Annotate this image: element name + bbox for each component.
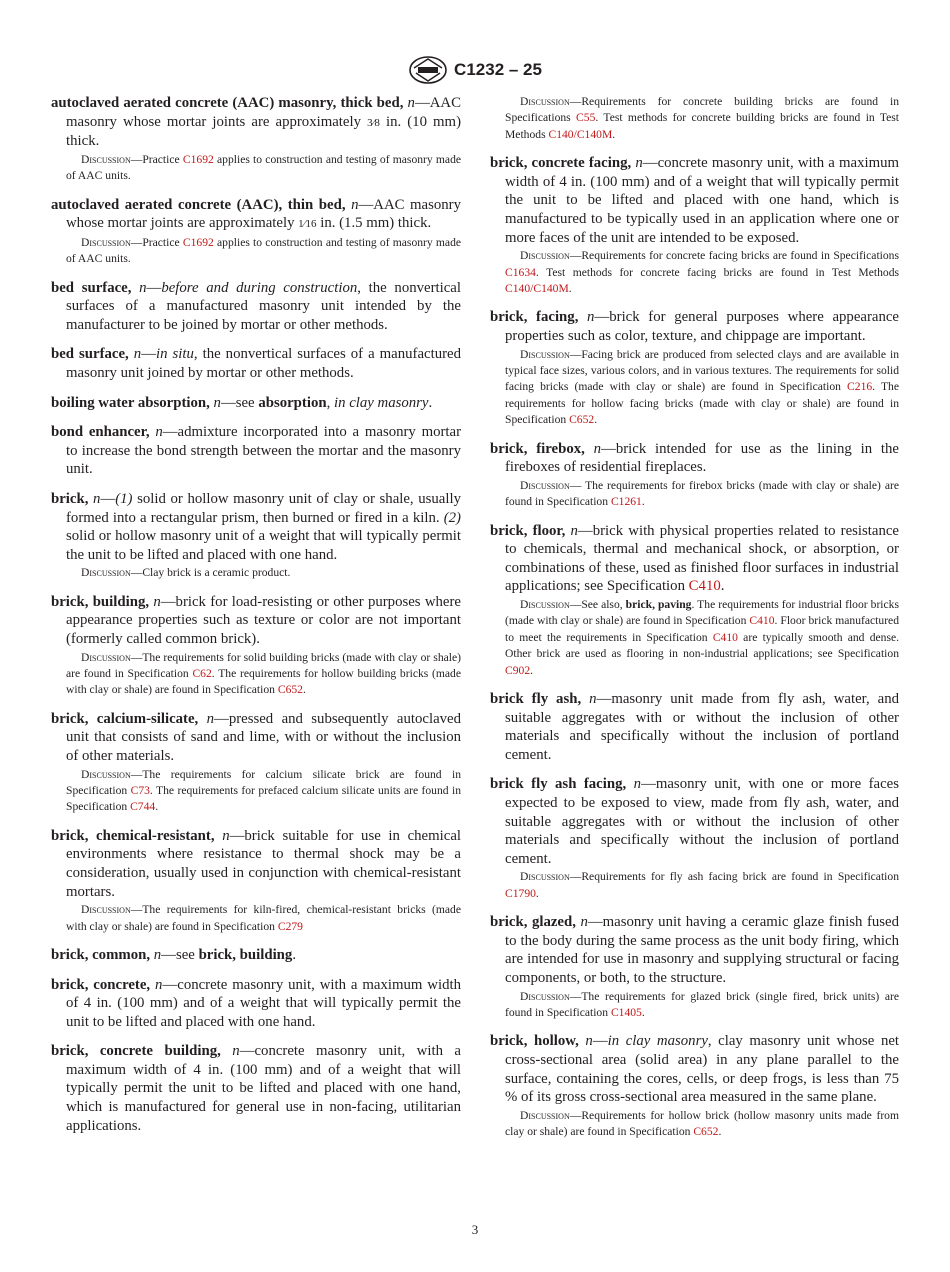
term: boiling water absorption, [51,394,210,411]
term: brick, chemical-resistant, [51,827,215,844]
standard-reference-link[interactable]: C1405 [610,1005,642,1019]
glossary-entry [490,1032,899,1140]
standard-reference-link[interactable]: C410 [749,614,775,628]
discussion-note: Discussion—Requirements for hollow brick (hollow masonry units made from clay or shale) are found in Specification C652. [505,1108,899,1139]
glossary-entry [51,1042,461,1135]
definition: brick, concrete building, n—concrete masonry unit, with a maximum width of 4 in. (100 mm) and of a weight that will typically permit the unit to be lifted and placed with one hand, which is manufactured for general use in non-facing, utilitarian applications. [51,1043,461,1134]
glossary-entry [51,827,461,935]
standard-reference-link[interactable]: C410 [688,578,721,595]
term: brick, glazed, [490,914,576,931]
definition: brick, common, n—see brick, building. [51,946,297,963]
definition: brick, firebox, n—brick intended for use as the lining in the fireboxes of residential fireplaces. [490,440,899,476]
standard-reference-link[interactable]: C1634 [505,265,536,279]
right-column [490,94,899,1152]
glossary-entry [51,394,461,413]
standard-reference-link[interactable]: C140/C140M [548,127,613,141]
glossary-entry [490,522,899,679]
discussion-note: Discussion— The requirements for firebox bricks (made with clay or shale) are found in Specification C1261. [505,478,899,509]
term: brick, concrete facing, [490,155,632,172]
standard-reference-link[interactable]: C55 [576,111,596,125]
definition: brick, hollow, n—in clay masonry, clay masonry unit whose net cross-sectional area (solid area) in any plane parallel to the surface, containing the cores, cells, or deep frogs, is less than 75 % of its gross cross-sectional area measured in the same plane. [490,1033,900,1106]
definition: brick, concrete facing, n—concrete masonry unit, with a maximum width of 4 in. (100 mm) and of a weight that will typically permit the unit to be lifted and placed with one hand, which is manufactured to be typically used in an application where one or more faces of the unit are intended to be exposed. [490,155,900,246]
term: bed surface, [51,279,132,296]
definition: brick, facing, n—brick for general purposes where appearance properties such as color, texture, and chippage are important. [490,309,899,344]
glossary-entry [490,913,899,1021]
glossary-entry [51,976,461,1032]
term: autoclaved aerated concrete (AAC) masonry, thick bed, [51,95,404,111]
standard-reference-link[interactable]: C279 [277,919,303,933]
discussion-note: Discussion—Facing brick are produced from selected clays and are available in typical face sizes, various colors, and in various textures. The requirements for solid facing bricks (made with clay or shale) are found in Specification C216. The requirements for hollow facing bricks (made with clay or shale) are found in Specification C652. [505,347,899,427]
glossary-entry [51,593,461,699]
glossary-entry [490,154,899,297]
glossary-entry [490,690,899,764]
term: brick, building, [51,593,150,610]
term: bed surface, [51,346,129,363]
fraction: 1⁄16 [298,218,317,231]
term: brick, concrete building, [51,1043,221,1060]
glossary-entry [51,196,461,268]
standard-reference-link[interactable]: C1692 [182,152,214,166]
glossary-entry [51,345,461,382]
glossary-entry [51,490,461,582]
glossary-entry [51,710,461,816]
definition: brick, glazed, n—masonry unit having a ceramic glaze finish fused to the body during the same process as the unit body firing, which are intended for use in masonry and supplying structural or facing components, or both, to the structure. [490,914,900,986]
fraction: 3⁄8 [367,116,380,129]
term: brick, firebox, [490,440,585,457]
standard-reference-link[interactable]: C652 [277,683,303,697]
term: brick fly ash facing, [490,776,627,793]
definition: brick, concrete, n—concrete masonry unit, with a maximum width of 4 in. (100 mm) and of a weight that will typically permit the unit to be lifted and placed with one hand. [51,976,462,1030]
term: brick, hollow, [490,1033,579,1050]
standard-reference-link[interactable]: C652 [569,413,595,427]
standard-reference-link[interactable]: C902 [505,663,531,677]
term: brick, common, [51,946,151,963]
glossary-entry [51,94,461,185]
standard-reference-link[interactable]: C744 [130,800,156,814]
discussion-note: Discussion—The requirements for glazed brick (single fired, brick units) are found in Specification C1405. [505,989,899,1019]
standard-reference-link[interactable]: C652 [693,1125,719,1139]
standard-reference-link[interactable]: C1261 [610,495,642,509]
glossary-entry [51,279,461,335]
term: brick, concrete, [51,976,151,993]
definition: brick, building, n—brick for load-resisting or other purposes where appearance properties such as texture or color are not important (formerly called common brick). [51,593,461,647]
discussion-note: Discussion—Requirements for concrete building bricks are found in Specifications C55. Test methods for concrete building bricks are found in Test Methods C140/C140M. [505,95,900,141]
astm-logo-icon [408,55,448,85]
definition: bed surface, n—in situ, the nonvertical surfaces of a manufactured masonry unit joined by mortar or other methods. [51,346,461,381]
definition: brick fly ash, n—masonry unit made from fly ash, water, and suitable aggregates with or without the inclusion of other materials and specifically without the inclusion of portland cement. [490,691,900,763]
definition: brick, calcium-silicate, n—pressed and subsequently autoclaved unit that consists of sand and lime, with or without the inclusion of other materials. [51,710,461,764]
discussion-note: Discussion—The requirements for calcium silicate brick are found in Specification C73. The requirements for prefaced calcium silicate units are found in Specification C744. [66,767,461,814]
glossary-entry [51,946,461,965]
definition: bed surface, n—before and during construction, the nonvertical surfaces of a manufactured masonry unit intended by the manufacturer to be joined by mortar or other methods. [51,279,461,333]
term: brick, [51,490,89,507]
glossary-entry [490,775,899,902]
standard-reference-link[interactable]: C410 [712,630,738,644]
discussion-note: Discussion—Requirements for concrete facing bricks are found in Specifications C1634. Test methods for concrete facing bricks are found in Test Methods C140/C140M. [505,249,899,295]
definition: brick, floor, n—brick with physical properties related to resistance to chemicals, thermal and mechanical shock, or absorption, or combinations of these, used as finished floor surfaces in industrial applications; see Specification C410. [490,522,899,595]
discussion-note: Discussion—Practice C1692 applies to construction and testing of masonry made of AAC units. [66,235,462,266]
document-id: C1232 – 25 [454,60,542,79]
glossary-entry [490,308,899,428]
discussion-note: Discussion—Clay brick is a ceramic product. [81,566,291,580]
term: brick, calcium-silicate, [51,710,199,727]
discussion-note: Discussion—The requirements for solid building bricks (made with clay or shale) are found in Specification C62. The requirements for hollow building bricks (made with clay or shale) are found in Specification C652. [66,650,461,697]
definition: boiling water absorption, n—see absorption, in clay masonry. [51,394,433,411]
standard-reference-link[interactable]: C140/C140M [505,282,569,295]
definition: brick, n—(1) solid or hollow masonry unit of clay or shale, usually formed into a rectangular prism, then burned or fired in a kiln. (2) solid or hollow masonry unit of a weight that will typically permit the unit to be lifted and placed with one hand. [51,490,461,563]
standard-reference-link[interactable]: C73 [130,783,150,797]
definition: brick fly ash facing, n—masonry unit, with one or more faces expected to be exposed to view, made from fly ash, water, and suitable aggregates with or without the inclusion of other materials and specifically without the inclusion of portland cement. [490,776,899,867]
page-header [0,52,950,88]
definition: autoclaved aerated concrete (AAC) masonry, thick bed, n—AAC masonry whose mortar joints are approximately 3⁄8 in. (10 mm) thick. [51,95,461,150]
glossary-entry [490,440,899,511]
discussion-note: Discussion—Practice C1692 applies to construction and testing of masonry made of AAC units. [66,152,462,183]
left-column [51,94,461,1146]
glossary-entry [490,94,899,143]
standard-reference-link[interactable]: C1790 [505,886,536,900]
standard-reference-link[interactable]: C216 [847,380,873,394]
definition: autoclaved aerated concrete (AAC), thin bed, n—AAC masonry whose mortar joints are approximately 1⁄16 in. (1.5 mm) thick. [51,196,461,232]
term: autoclaved aerated concrete (AAC), thin bed, [51,196,346,213]
standard-reference-link[interactable]: C1692 [182,235,214,249]
term: bond enhancer, [51,424,150,441]
term: brick fly ash, [490,691,582,708]
discussion-note: Discussion—Requirements for fly ash facing brick are found in Specification C1790. [505,870,899,900]
glossary-entry [51,423,461,479]
page-number: 3 [471,1222,479,1237]
discussion-note: Discussion—See also, brick, paving. The requirements for industrial floor bricks (made with clay or shale) are found in Specification C410. Floor brick manufactured to meet the requirements in Specification C410 are typically smooth and dense. Other brick are used as flooring in non-industrial applications; see Specification C902. [505,598,900,677]
definition: bond enhancer, n—admixture incorporated into a masonry mortar to increase the bond strength between the mortar and the masonry unit. [51,424,462,478]
term: brick, facing, [490,309,579,326]
definition: brick, chemical-resistant, n—brick suitable for use in chemical environments where resistance to thermal shock may be a consideration, usually used in conjunction with chemical-resistant mortars. [51,827,461,900]
standard-reference-link[interactable]: C62 [192,666,212,680]
term: brick, floor, [490,522,566,539]
discussion-note: Discussion—The requirements for kiln-fired, chemical-resistant bricks (made with clay or shale) are found in Specification C279 [66,903,461,933]
